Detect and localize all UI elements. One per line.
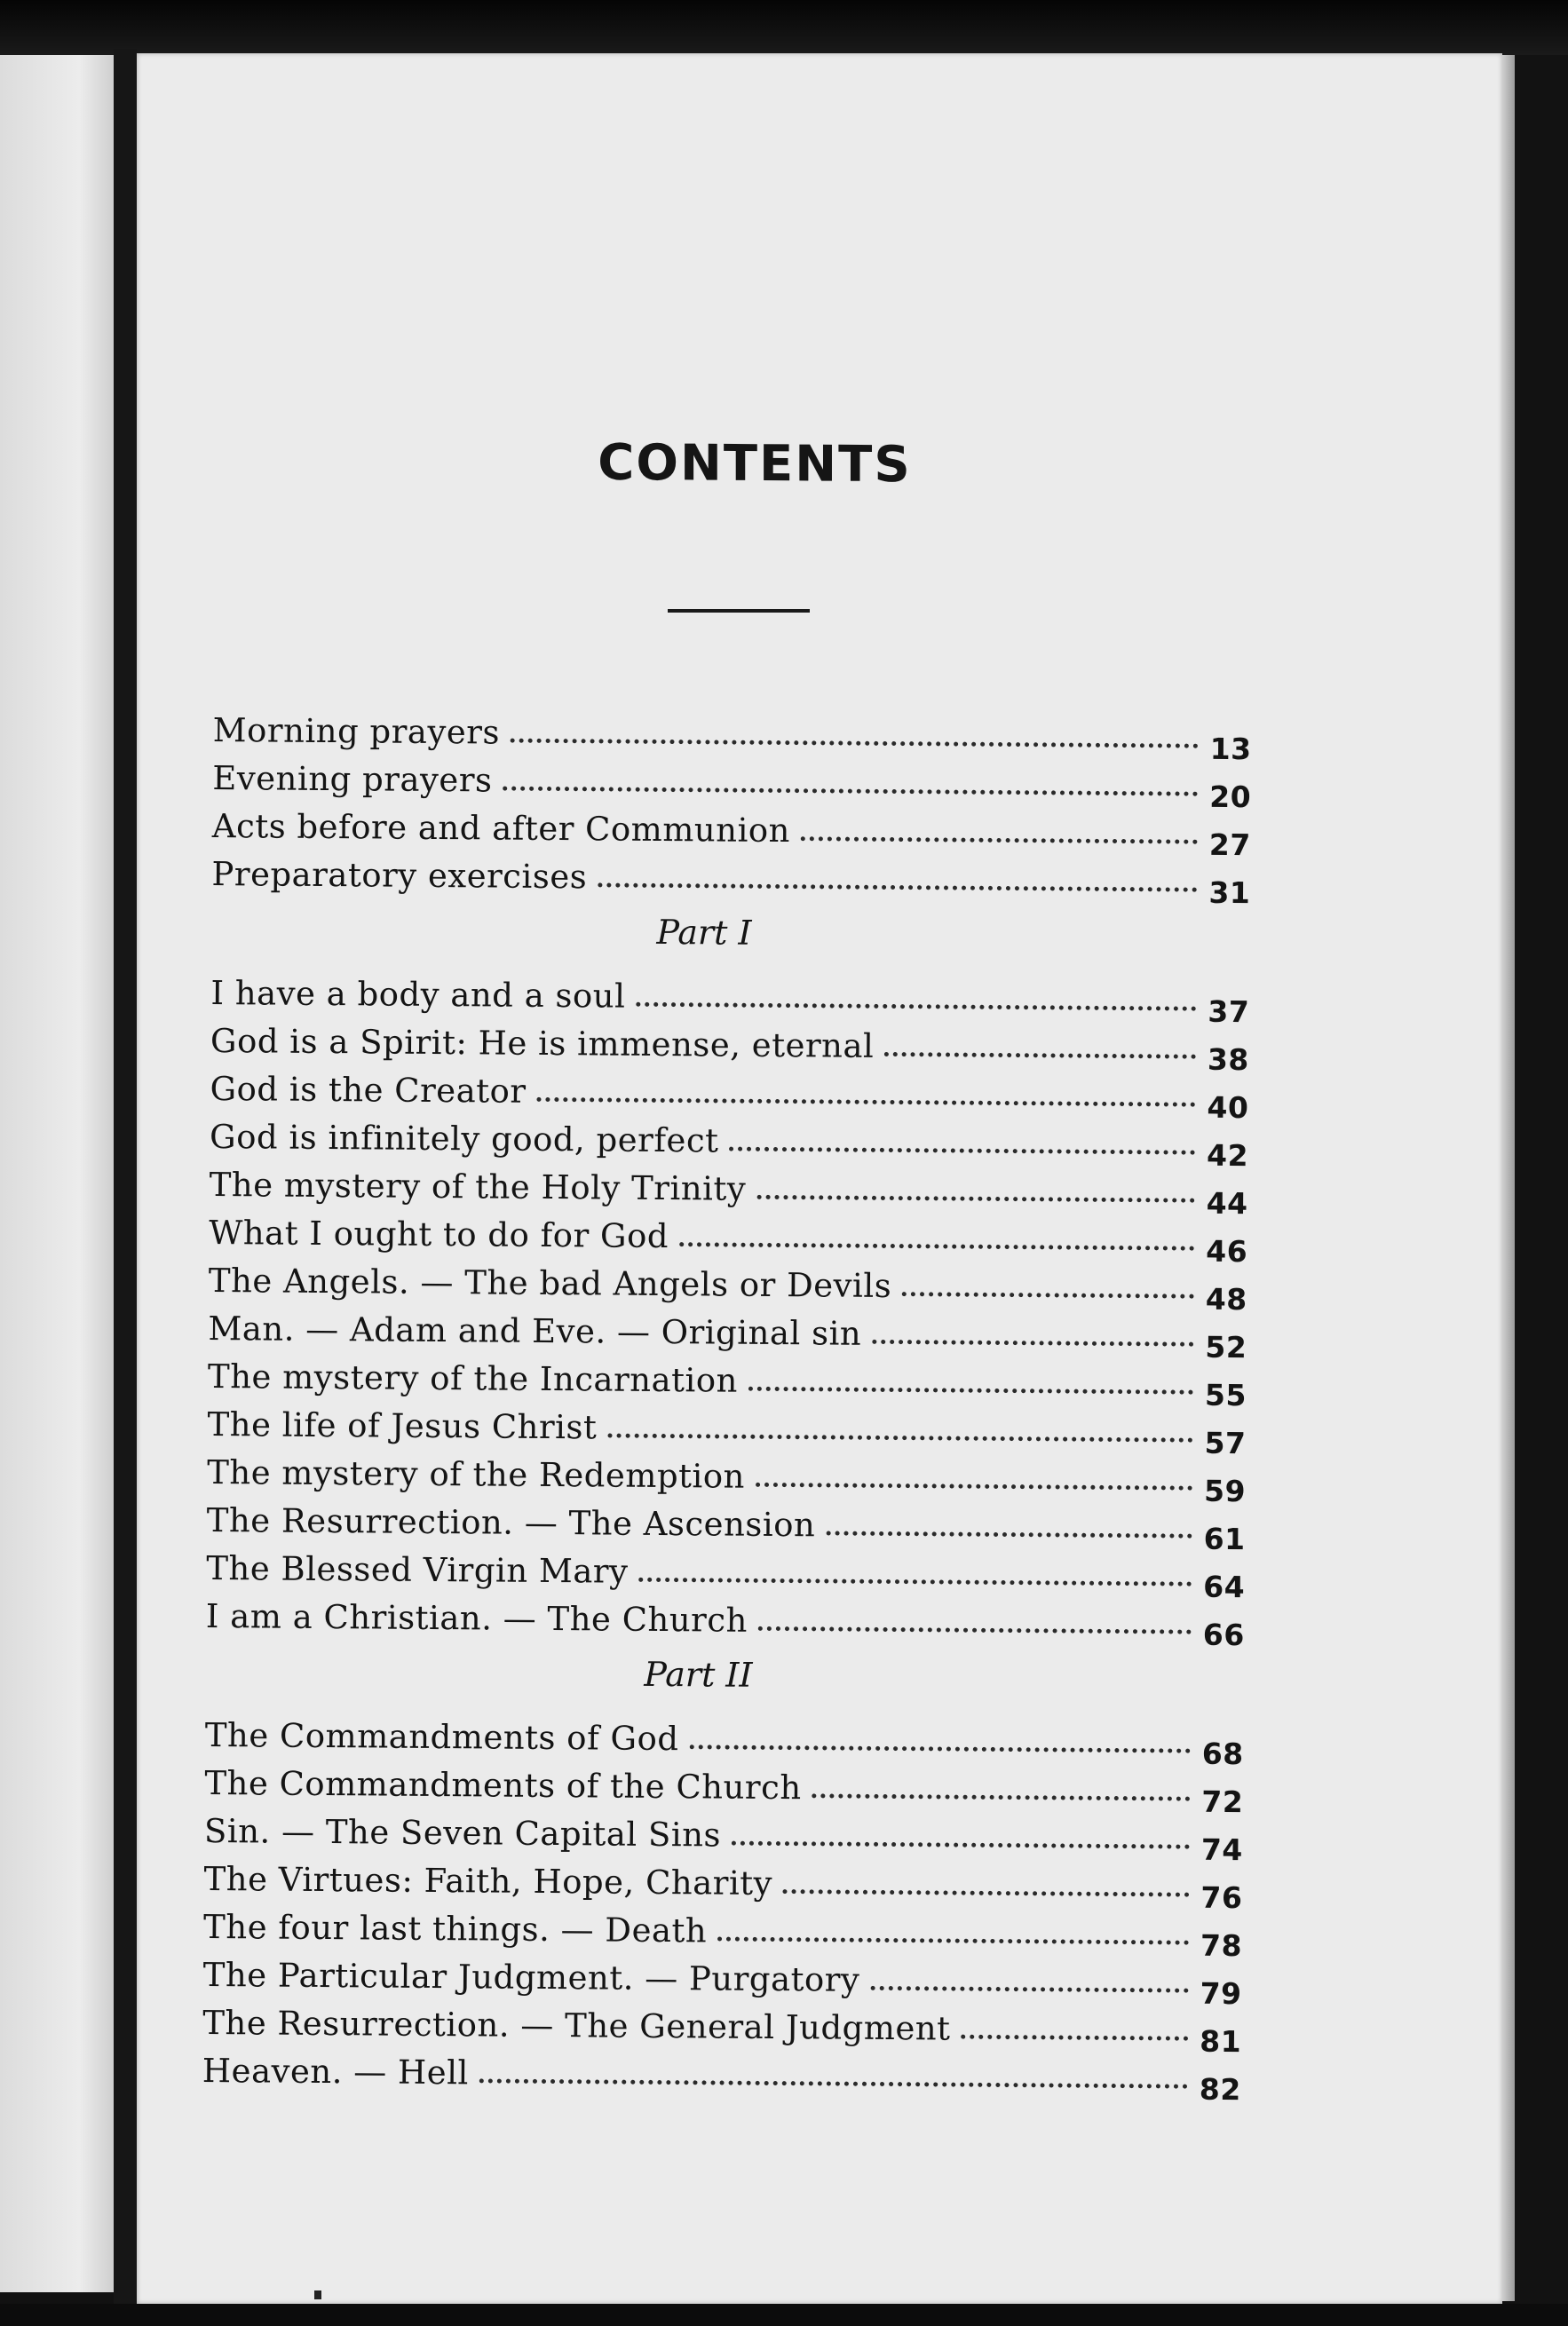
toc-page-number: 78 [1200,1927,1243,1964]
toc-entry [202,2042,1241,2108]
page-right-edge [1502,55,1515,2301]
dot-leader [783,1889,1190,1897]
dot-leader [870,1986,1188,1993]
toc-page-number: 44 [1206,1185,1248,1222]
toc-page-number: 55 [1204,1377,1247,1413]
toc-page-number: 38 [1207,1041,1250,1078]
dot-leader [758,1626,1192,1634]
toc-entry [208,1300,1247,1365]
previous-page-edge [0,55,114,2292]
toc-entry [209,1156,1248,1222]
toc-entry [209,1108,1249,1174]
toc-entry [210,964,1250,1030]
toc-entry [202,1994,1242,2060]
dot-leader [729,1147,1195,1155]
toc-entry-label: I am a Christian. — The Church [205,1596,748,1640]
toc-entry-label: The Virtues: Faith, Hope, Charity [203,1859,773,1903]
dot-leader [607,1434,1192,1443]
toc-entry-label: The Particular Judgment. — Purgatory [202,1955,860,1999]
toc-entry [207,1348,1247,1413]
toc-entry-label: Evening prayers [212,758,493,800]
toc-entry-label: The Blessed Virgin Mary [206,1548,629,1591]
toc-entry [211,797,1251,863]
toc-entry [208,1252,1247,1317]
top-shadow [0,0,1568,55]
toc-entry [210,1060,1249,1126]
toc-entry [205,1587,1245,1653]
toc-entry [203,1850,1243,1916]
toc-entry [209,1204,1248,1270]
dot-leader [902,1292,1194,1299]
toc-page-number: 20 [1209,779,1252,815]
toc-entry-label: The Commandments of God [204,1715,679,1759]
toc-entry [202,1946,1242,2012]
toc-entry-label: Sin. — The Seven Capital Sins [203,1811,722,1855]
toc-entry-label: God is a Spirit: He is immense, eternal [210,1021,875,1065]
toc-page-number: 48 [1205,1281,1247,1317]
dot-leader [638,1578,1192,1586]
toc-entry [204,1706,1244,1772]
toc-page-number: 79 [1200,1975,1242,2012]
toc-page-number: 68 [1201,1736,1244,1772]
bottom-mark [314,2290,321,2299]
toc-page-number: 42 [1206,1137,1249,1174]
toc-entry-label: Man. — Adam and Eve. — Original sin [208,1309,862,1353]
toc-entry-label: Morning prayers [212,710,501,752]
dot-leader [748,1387,1193,1395]
toc-page-number: 40 [1207,1089,1249,1126]
toc-entry-label: The Resurrection. — The Ascension [206,1500,816,1545]
toc-page-number: 27 [1208,827,1251,863]
toc-page-number: 37 [1208,993,1250,1030]
book-spine [114,49,137,2304]
part-2-section [202,1706,1244,2108]
part-1-heading: Part I [656,912,752,953]
page-title: CONTENTS [598,433,912,494]
dot-leader [801,836,1198,844]
toc-entry [210,1012,1250,1078]
dot-leader [717,1937,1189,1945]
table-of-contents [202,701,1252,2108]
toc-page-number: 61 [1203,1521,1246,1557]
toc-page-number: 64 [1203,1569,1246,1605]
dot-leader [756,1483,1192,1491]
toc-page-number: 46 [1206,1233,1248,1270]
dot-leader [756,1195,1194,1203]
toc-entry-label: The mystery of the Redemption [207,1452,746,1496]
part-2-heading: Part II [644,1654,753,1695]
toc-page-number: 76 [1200,1879,1243,1916]
toc-page-number: 81 [1200,2023,1242,2060]
toc-entry [207,1444,1247,1509]
dot-leader [689,1744,1190,1752]
toc-page-number: 82 [1199,2071,1241,2108]
dot-leader [812,1793,1191,1800]
toc-entry-label: The mystery of the Incarnation [207,1357,739,1400]
toc-entry-label: The Resurrection. — The General Judgment [202,2003,951,2048]
part-1-section [205,964,1250,1653]
toc-entry-label: The four last things. — Death [202,1907,708,1950]
toc-entry-label: The Commandments of the Church [204,1763,802,1808]
toc-entry-label: The mystery of the Holy Trinity [209,1165,747,1208]
dot-leader [511,739,1199,748]
right-dark-margin [1515,55,1568,2326]
toc-entry-label: God is the Creator [210,1069,527,1111]
toc-entry-label: I have a body and a soul [210,973,626,1016]
dot-leader [479,2078,1188,2088]
dot-leader [679,1242,1194,1251]
toc-page-number: 13 [1209,731,1252,767]
toc-entry [202,1898,1243,1964]
toc-entry [207,1396,1247,1461]
toc-entry-label: The Angels. — The bad Angels or Devils [208,1261,892,1306]
bottom-dark-margin [0,2304,1568,2326]
toc-page-number: 52 [1205,1329,1247,1365]
toc-entry [206,1491,1246,1557]
toc-entry-label: Preparatory exercises [211,854,588,897]
toc-page-number: 74 [1200,1832,1244,1868]
toc-entry-label: The life of Jesus Christ [207,1404,598,1447]
toc-page-number: 59 [1203,1473,1247,1509]
dot-leader [536,1097,1195,1107]
toc-entry-label: Acts before and after Communion [211,806,791,850]
dot-leader [872,1340,1193,1347]
toc-page-number: 31 [1208,874,1251,911]
title-rule [668,609,810,613]
toc-page-number: 57 [1204,1425,1247,1461]
dot-leader [503,787,1198,796]
toc-entry-label: Heaven. — Hell [202,2051,470,2093]
dot-leader [826,1531,1192,1538]
toc-page-number: 72 [1201,1784,1244,1820]
dot-leader [732,1841,1190,1849]
dot-leader [884,1052,1196,1059]
intro-section [211,701,1252,911]
toc-entry [212,701,1252,767]
dot-leader [636,1002,1196,1011]
toc-page-number: 66 [1202,1617,1245,1653]
dot-leader [961,2035,1188,2041]
toc-entry-label: What I ought to do for God [209,1213,669,1256]
dot-leader [598,882,1197,891]
toc-entry-label: God is infinitely good, perfect [209,1117,719,1160]
